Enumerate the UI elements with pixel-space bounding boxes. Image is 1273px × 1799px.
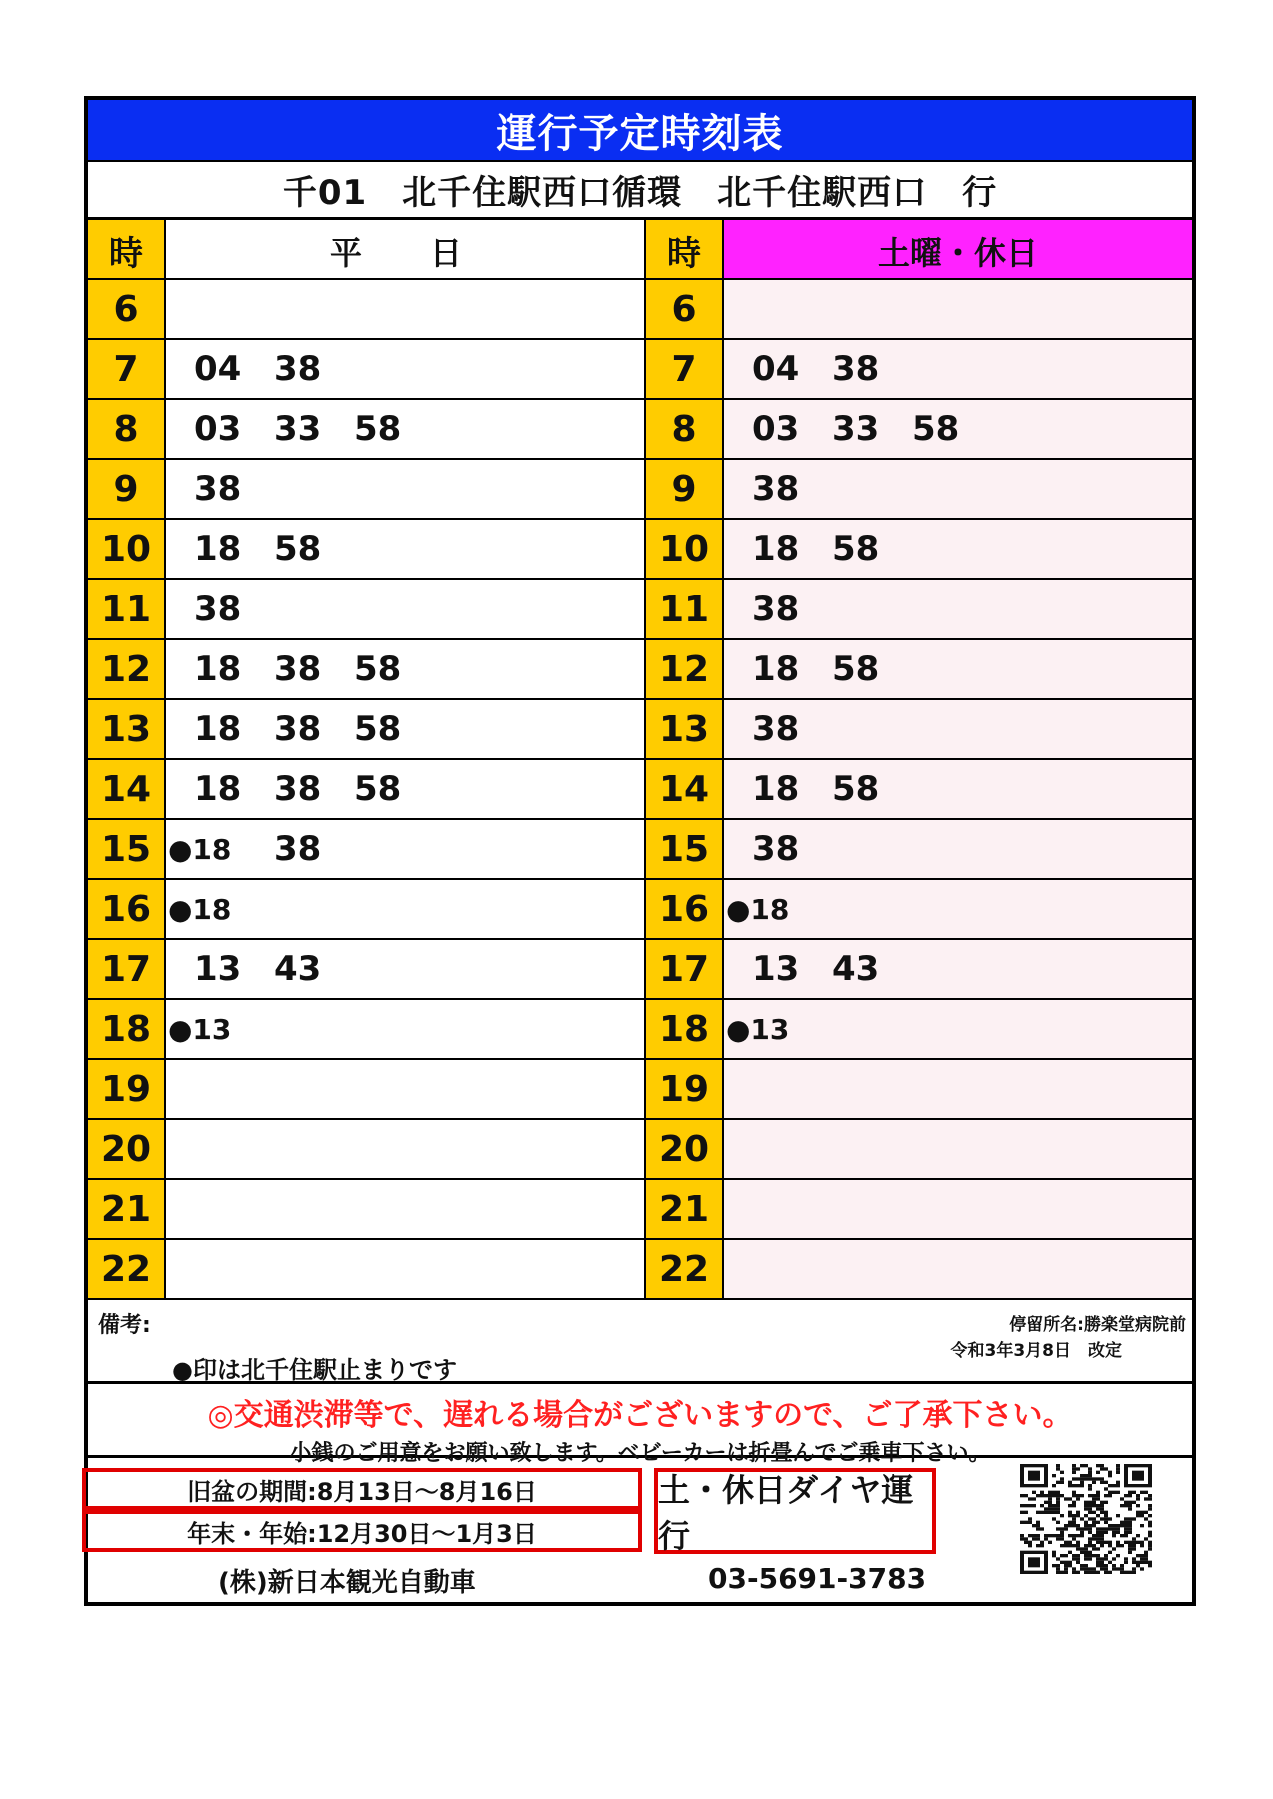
hour-cell: 11 (88, 580, 166, 640)
page-title: 運行予定時刻表 (88, 100, 1192, 160)
footer-section (88, 1458, 1192, 1602)
hour-cell: 19 (646, 1060, 724, 1120)
departure-time: 18 (194, 709, 242, 749)
hour-cell: 15 (88, 820, 166, 880)
departure-time: 58 (354, 409, 402, 449)
departure-time: 58 (912, 409, 960, 449)
hour-cell: 9 (646, 460, 724, 520)
hour-cell: 6 (88, 280, 166, 340)
hour-cell: 19 (88, 1060, 166, 1120)
departure-time: 58 (832, 649, 880, 689)
hour-cell: 15 (646, 820, 724, 880)
holiday-times-cell (724, 880, 1192, 940)
departure-time: 38 (194, 589, 242, 629)
departure-time: 13 (194, 949, 242, 989)
departure-time: 38 (274, 649, 322, 689)
departure-time: 58 (832, 529, 880, 569)
holiday-times-cell (724, 640, 1192, 700)
hour-cell: 12 (88, 640, 166, 700)
weekday-times-cell (166, 1060, 646, 1120)
weekday-times-cell (166, 340, 646, 400)
holiday-times-cell (724, 580, 1192, 640)
revision-date: 令和3年3月8日 改定 (950, 1341, 1122, 1361)
notes-label: 備考: (98, 1313, 151, 1338)
departure-time: 58 (354, 769, 402, 809)
departure-time: ●18 (726, 892, 790, 926)
departure-time: 38 (752, 589, 800, 629)
hour-cell: 7 (88, 340, 166, 400)
weekday-times-cell (166, 820, 646, 880)
departure-time: 18 (194, 769, 242, 809)
hour-cell: 20 (88, 1120, 166, 1180)
timetable-sheet (84, 96, 1196, 1606)
holiday-times-cell (724, 820, 1192, 880)
departure-time: ●18 (168, 892, 232, 926)
weekday-times-cell (166, 1180, 646, 1240)
weekday-times-cell (166, 520, 646, 580)
departure-time: 13 (752, 949, 800, 989)
route-heading: 千01 北千住駅西口循環 北千住駅西口 行 (88, 160, 1192, 220)
weekday-times-cell (166, 1120, 646, 1180)
departure-time: 38 (752, 469, 800, 509)
holiday-times-cell (724, 340, 1192, 400)
departure-time: 58 (354, 649, 402, 689)
hour-header-holiday: 時 (646, 220, 724, 280)
hour-cell: 10 (646, 520, 724, 580)
hour-cell: 13 (88, 700, 166, 760)
departure-time: 38 (832, 349, 880, 389)
holiday-times-cell (724, 280, 1192, 340)
holiday-times-cell (724, 1240, 1192, 1300)
hour-cell: 17 (646, 940, 724, 1000)
hour-cell: 7 (646, 340, 724, 400)
departure-time: 18 (194, 529, 242, 569)
departure-time: 03 (752, 409, 800, 449)
departure-time: 03 (194, 409, 242, 449)
holiday-schedule-note: 土・休日ダイヤ運行 (654, 1468, 936, 1554)
holiday-times-cell (724, 940, 1192, 1000)
hour-cell: 9 (88, 460, 166, 520)
departure-time: 04 (752, 349, 800, 389)
departure-time: 38 (752, 709, 800, 749)
phone-number: 03-5691-3783 (708, 1562, 927, 1595)
hour-cell: 12 (646, 640, 724, 700)
notes-text: ●印は北千住駅止まりです (172, 1356, 457, 1384)
obon-period: 旧盆の期間:8月13日〜8月16日 (82, 1468, 642, 1510)
hour-cell: 17 (88, 940, 166, 1000)
hour-cell: 10 (88, 520, 166, 580)
company-name: (株)新日本観光自動車 (218, 1568, 476, 1598)
holiday-times-cell (724, 520, 1192, 580)
weekday-times-cell (166, 1240, 646, 1300)
hour-cell: 11 (646, 580, 724, 640)
warning-main: ◎交通渋滞等で、遅れる場合がございますので、ご了承下さい。 (207, 1398, 1073, 1433)
holiday-times-cell (724, 1120, 1192, 1180)
departure-time: 58 (274, 529, 322, 569)
holiday-times-cell (724, 1000, 1192, 1060)
weekday-times-cell (166, 640, 646, 700)
hour-cell: 6 (646, 280, 724, 340)
hour-cell: 21 (88, 1180, 166, 1240)
hour-cell: 16 (88, 880, 166, 940)
hour-cell: 8 (88, 400, 166, 460)
hour-cell: 20 (646, 1120, 724, 1180)
holiday-header: 土曜・休日 (724, 220, 1192, 280)
weekday-times-cell (166, 940, 646, 1000)
departure-time: 18 (194, 649, 242, 689)
departure-time: 38 (274, 769, 322, 809)
hour-cell: 13 (646, 700, 724, 760)
departure-time: 43 (274, 949, 322, 989)
departure-time: 38 (274, 349, 322, 389)
hour-cell: 8 (646, 400, 724, 460)
departure-time: ●13 (726, 1012, 790, 1046)
departure-time: 38 (752, 829, 800, 869)
departure-time: 04 (194, 349, 242, 389)
weekday-times-cell (166, 580, 646, 640)
hour-cell: 14 (88, 760, 166, 820)
departure-time: ●13 (168, 1012, 232, 1046)
hour-cell: 22 (88, 1240, 166, 1300)
notes-section (88, 1300, 1192, 1384)
holiday-times-cell (724, 1180, 1192, 1240)
hour-cell: 16 (646, 880, 724, 940)
weekday-times-cell (166, 700, 646, 760)
warning-sub: 小銭のご用意をお願い致します。ベビーカーは折畳んでご乗車下さい。 (289, 1441, 991, 1466)
departure-time: 18 (752, 529, 800, 569)
departure-time: ●18 (168, 832, 232, 866)
departure-time: 38 (274, 709, 322, 749)
departure-time: 58 (832, 769, 880, 809)
hour-header-weekday: 時 (88, 220, 166, 280)
holiday-times-cell (724, 1060, 1192, 1120)
departure-time: 58 (354, 709, 402, 749)
hour-cell: 18 (88, 1000, 166, 1060)
weekday-times-cell (166, 460, 646, 520)
weekday-times-cell (166, 400, 646, 460)
stop-name: 停留所名:勝楽堂病院前 (1009, 1315, 1186, 1335)
weekday-times-cell (166, 280, 646, 340)
weekday-times-cell (166, 760, 646, 820)
weekday-times-cell (166, 1000, 646, 1060)
holiday-times-cell (724, 700, 1192, 760)
departure-time: 33 (832, 409, 880, 449)
departure-time: 38 (194, 469, 242, 509)
qr-code-icon (1020, 1464, 1152, 1574)
timetable-grid (88, 220, 1192, 1300)
weekday-header: 平 日 (166, 220, 646, 280)
hour-cell: 14 (646, 760, 724, 820)
hour-cell: 21 (646, 1180, 724, 1240)
departure-time: 38 (274, 829, 322, 869)
hour-cell: 22 (646, 1240, 724, 1300)
hour-cell: 18 (646, 1000, 724, 1060)
new-year-period: 年末・年始:12月30日〜1月3日 (82, 1510, 642, 1552)
departure-time: 43 (832, 949, 880, 989)
holiday-times-cell (724, 460, 1192, 520)
departure-time: 18 (752, 769, 800, 809)
weekday-times-cell (166, 880, 646, 940)
departure-time: 18 (752, 649, 800, 689)
warning-section (88, 1384, 1192, 1466)
departure-time: 33 (274, 409, 322, 449)
holiday-times-cell (724, 400, 1192, 460)
holiday-times-cell (724, 760, 1192, 820)
